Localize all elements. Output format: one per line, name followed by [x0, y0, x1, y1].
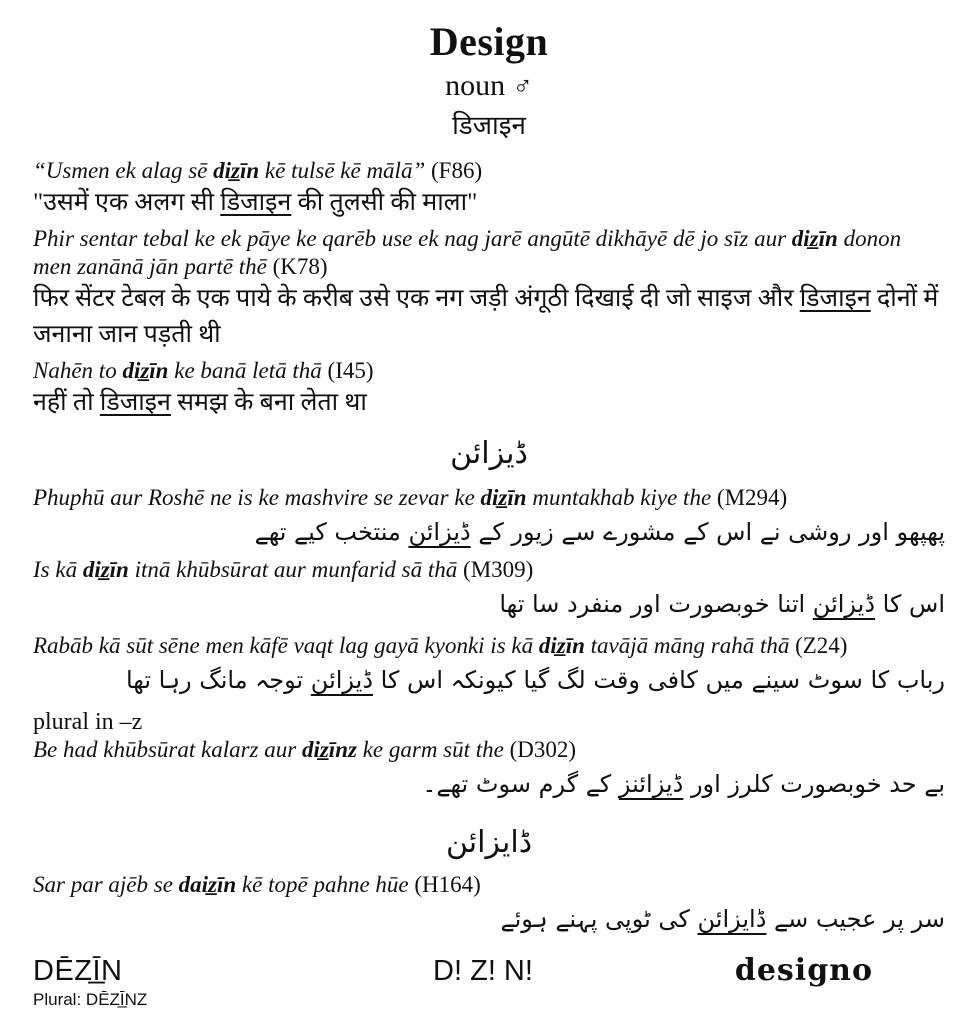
quote-translation-urdu [33, 899, 945, 939]
quote-text: Phir sentar tebal ke ek pāye ke qarēb use ek nag jarē angūtē dikhāyē dē jo sīz aur [33, 225, 792, 251]
example-quote-roman [33, 632, 945, 660]
headword-term-urdu: ڈیزائن [310, 665, 374, 694]
quote-text: tavājā māng rahā thā [584, 632, 796, 658]
quote-translation-urdu [33, 764, 945, 804]
translation-text: "उसमें एक अलग सी [33, 188, 221, 216]
headword-term-hindi: डिजाइन [99, 388, 171, 416]
headword-term-hindi: डिजाइन [220, 188, 292, 216]
page-title: Design [429, 19, 549, 64]
translation-text: کی ٹوپی پہنے ہوئے [500, 904, 698, 933]
translation-text: بے حد خوبصورت کلرز اور [683, 769, 945, 798]
headword-term-urdu: ڈیزائن [408, 517, 471, 546]
quote-text: ke garm sūt the [356, 736, 510, 762]
quote-translation-urdu [33, 584, 945, 624]
example-quote-roman [33, 556, 945, 584]
citation-ref: (M294) [716, 484, 788, 510]
part-of-speech: noun [445, 69, 506, 102]
citation-ref: (K78) [272, 253, 328, 279]
example-quote-roman [33, 357, 945, 385]
citation-ref: (Z24) [795, 632, 848, 658]
translation-text: پھپھو اور روشی نے اس کے مشورے سے زیور کے [470, 517, 945, 546]
quote-text: muntakhab kiye the [526, 484, 717, 510]
plural-note: plural in –z [33, 708, 143, 735]
headword-term: diz̲īn [480, 484, 527, 510]
headword-term-urdu: ڈیزائنز [618, 769, 684, 798]
part-of-speech-line [33, 69, 945, 102]
quote-text: Rabāb kā sūt sēne men kāfē vaqt lag gayā kyonki is kā [33, 632, 539, 658]
quote-text: Be had khūbsūrat kalarz aur [33, 736, 302, 762]
headword-term: daiz̲īn [178, 871, 237, 897]
quote-text: donon men zanānā jān partē thē [33, 225, 902, 279]
headword-term-hindi: डिजाइन [799, 284, 871, 312]
headword-term: diz̲īnz [301, 736, 357, 762]
quote-text: ke banā letā thā [168, 357, 328, 383]
etymology-latin: designo [734, 952, 873, 988]
plural-form-line [33, 990, 945, 1010]
citation-ref: (H164) [414, 871, 481, 897]
headword-term-urdu: ڈایزائن [697, 904, 767, 933]
male-gender-symbol: ♂ [512, 71, 533, 101]
headword-hindi: डिजाइन [452, 111, 526, 140]
quote-translation-urdu [33, 512, 945, 552]
translation-text: फिर सेंटर टेबल के एक पाये के करीब उसे एक नग जड़ी अंगूठी दिखाई दी जो साइज और [33, 284, 800, 312]
syllable-pronunciation: D! Z! N! [433, 954, 533, 987]
quote-translation-hindi [33, 385, 945, 421]
quote-translation-hindi [33, 281, 945, 353]
citation-ref: (F86) [431, 157, 483, 183]
citation-ref: (M309) [463, 556, 534, 582]
pronunciation-caps: DĒZĪ̲N [33, 954, 123, 987]
translation-text: توجہ مانگ رہا تھا [125, 665, 311, 694]
translation-text: की तुलसी की माला" [291, 188, 478, 216]
headword-term: diz̲īn [538, 632, 585, 658]
headword-term: diz̲īn [122, 357, 169, 383]
citation-ref: (D302) [509, 736, 577, 762]
translation-text: کے گرم سوٹ تھے۔ [422, 769, 619, 798]
headword-term: diz̲īn [213, 157, 260, 183]
headword-term-urdu: ڈیزائن [812, 589, 876, 618]
example-quote-roman [33, 484, 945, 512]
translation-text: नहीं तो [33, 388, 100, 416]
example-quote-roman [33, 225, 945, 281]
urdu-spelling-heading: ڈایزائن [445, 824, 533, 860]
quote-text: “Usmen ek alag sē [33, 157, 214, 183]
quote-text: Is kā [33, 556, 83, 582]
translation-text: منتخب کیے تھے [254, 517, 409, 546]
translation-text: اتنا خوبصورت اور منفرد سا تھا [499, 589, 813, 618]
example-quote-roman [33, 871, 945, 899]
quote-text: Phuphū aur Roshē ne is ke mashvire se zevar ke [33, 484, 481, 510]
quote-text: Nahēn to [33, 357, 123, 383]
quote-text: itnā khūbsūrat aur munfarid sā thā [128, 556, 464, 582]
translation-text: दोनों में जनाना जान पड़ती थी [33, 284, 939, 348]
plural-value: DĒZĪ̲NZ [85, 989, 148, 1009]
translation-text: اس کا [875, 589, 945, 618]
urdu-spelling-heading: ڈیزائن [450, 435, 528, 471]
translation-text: رباب کا سوٹ سینے میں کافی وقت لگ گیا کیونکہ اس کا [373, 665, 945, 694]
headword-term: diz̲īn [82, 556, 129, 582]
citation-ref: (I45) [327, 357, 374, 383]
quote-text: kē topē pahne hūe [236, 871, 415, 897]
quote-translation-urdu [33, 660, 945, 700]
translation-text: समझ के बना लेता था [170, 388, 367, 416]
footer-pronunciation-row [33, 953, 945, 988]
quote-translation-hindi [33, 185, 945, 221]
headword-term: diz̲īn [791, 225, 838, 251]
quote-text: Sar par ajēb se [33, 871, 179, 897]
example-quote-roman [33, 736, 945, 764]
translation-text: سر پر عجیب سے [766, 904, 945, 933]
plural-label: Plural: [33, 989, 82, 1009]
example-quote-roman [33, 157, 945, 185]
quote-text: kē tulsē kē mālā” [259, 157, 431, 183]
